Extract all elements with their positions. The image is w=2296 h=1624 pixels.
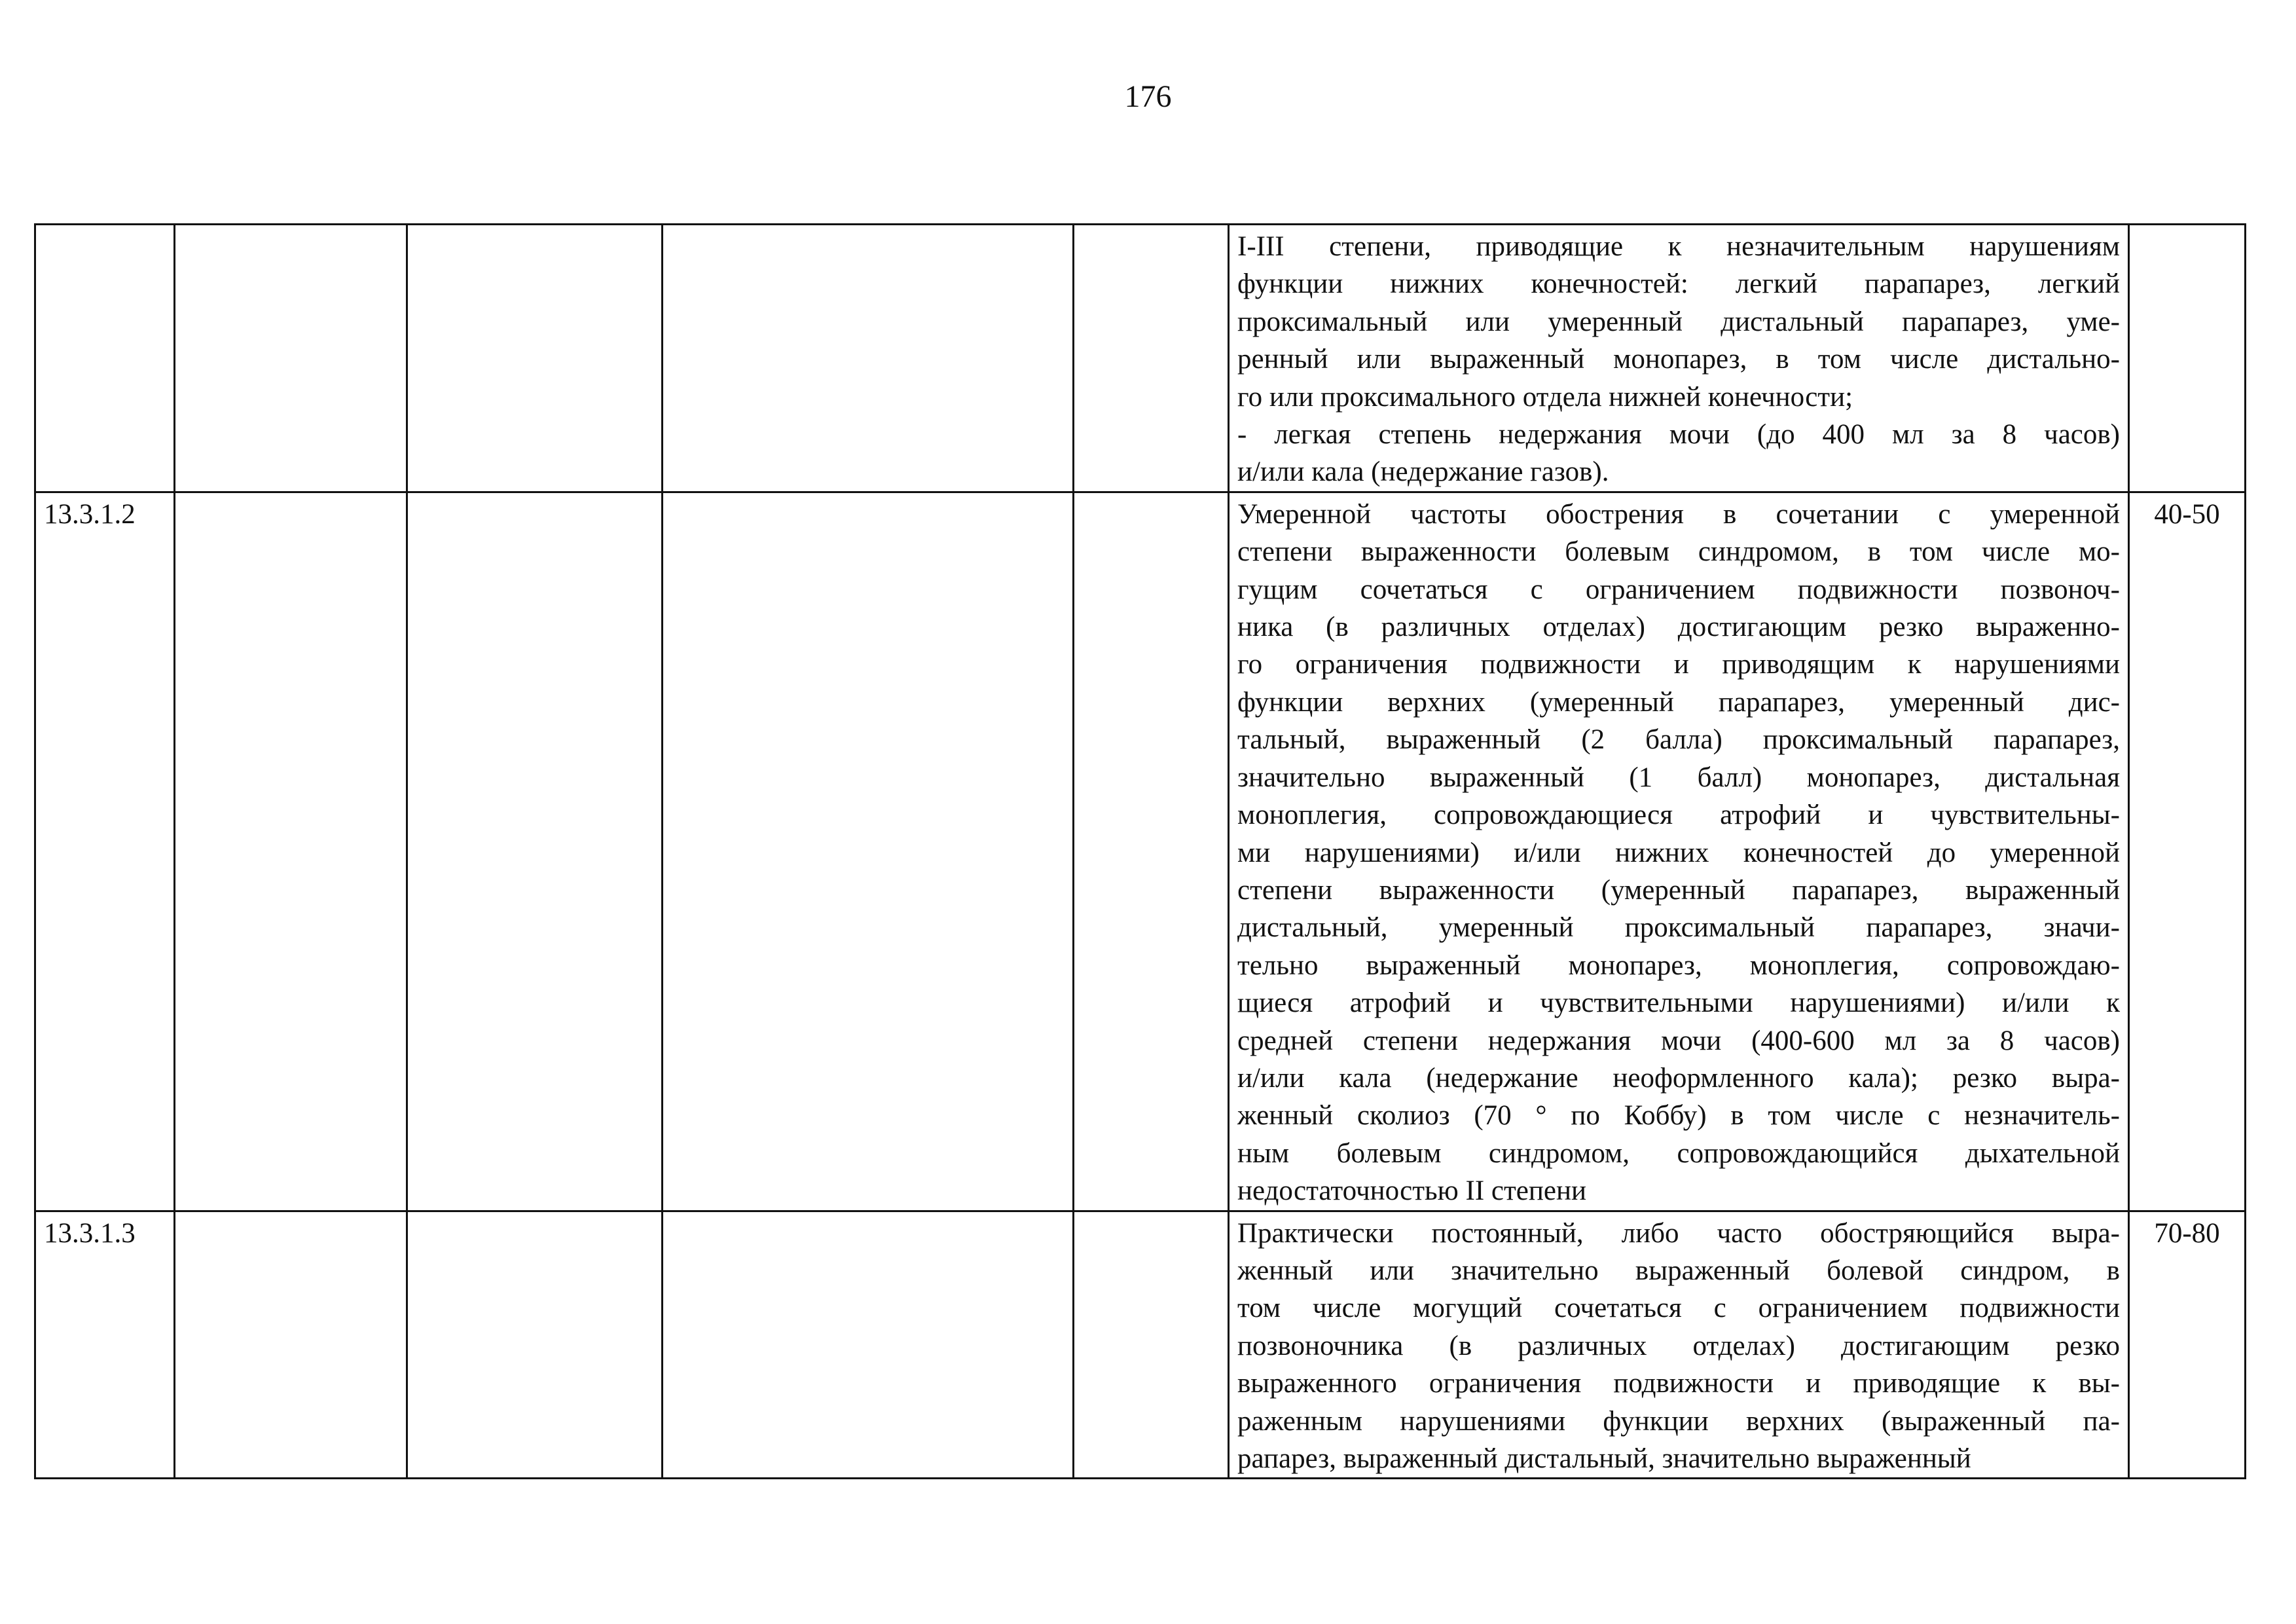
description-line: Практически постоянный, либо часто обостряющийся выра- — [1237, 1217, 2120, 1249]
criteria-table — [34, 223, 2246, 1479]
description-cell — [1229, 492, 2129, 1211]
description-line: рапарез, выраженный дистальный, значительно выраженный — [1237, 1443, 1971, 1474]
table-row — [35, 1211, 2246, 1479]
empty-cell — [175, 1211, 407, 1479]
description-line: функции верхних (умеренный парапарез, умеренный дис- — [1237, 686, 2120, 718]
description-line: женный сколиоз (70 ° по Коббу) в том числе с незначитель- — [1237, 1100, 2120, 1132]
empty-cell — [663, 225, 1074, 492]
empty-cell — [1074, 1211, 1229, 1479]
description-line: тальный, выраженный (2 балла) проксимальный парапарез, — [1237, 724, 2120, 756]
description-line: и/или кала (недержание неоформленного кала); резко выра- — [1237, 1062, 2120, 1094]
empty-cell — [407, 225, 663, 492]
description-line: го или проксимального отдела нижней конечности; — [1237, 381, 1853, 413]
description-line: степени выраженности (умеренный парапарез, выраженный — [1237, 874, 2120, 906]
description-line: Умеренной частоты обострения в сочетании с умеренной — [1237, 498, 2120, 530]
description-line: и/или кала (недержание газов). — [1237, 456, 1609, 488]
description-line: ным болевым синдромом, сопровождающийся дыхательной — [1237, 1137, 2120, 1169]
description-line: недостаточностью II степени — [1237, 1175, 1587, 1207]
empty-cell — [1074, 225, 1229, 492]
empty-cell — [407, 1211, 663, 1479]
description-line: проксимальный или умеренный дистальный парапарез, уме- — [1237, 306, 2120, 337]
description-line: ника (в различных отделах) достигающим резко выраженно- — [1237, 612, 2120, 643]
description-line: значительно выраженный (1 балл) монопарез, дистальная — [1237, 762, 2120, 793]
description-line: го ограничения подвижности и приводящим к нарушениями — [1237, 649, 2120, 680]
score-cell: 70-80 — [2129, 1211, 2246, 1479]
row-code-cell — [35, 225, 175, 492]
description-line: I-III степени, приводящие к незначительным нарушениям — [1237, 231, 2120, 262]
description-line: дистальный, умеренный проксимальный парапарез, значи- — [1237, 912, 2120, 944]
score-cell — [2129, 225, 2246, 492]
description-line: позвоночника (в различных отделах) достигающим резко — [1237, 1330, 2120, 1361]
empty-cell — [1074, 492, 1229, 1211]
description-line: женный или значительно выраженный болевой синдром, в — [1237, 1255, 2120, 1286]
description-line: выраженного ограничения подвижности и приводящие к вы- — [1237, 1368, 2120, 1399]
description-line: гущим сочетаться с ограничением подвижности позвоноч- — [1237, 574, 2120, 605]
table-row — [35, 492, 2246, 1211]
row-code-cell: 13.3.1.2 — [35, 492, 175, 1211]
description-line: функции нижних конечностей: легкий парапарез, легкий — [1237, 268, 2120, 300]
row-code-cell: 13.3.1.3 — [35, 1211, 175, 1479]
empty-cell — [663, 492, 1074, 1211]
description-line: тельно выраженный монопарез, моноплегия, сопровождаю- — [1237, 950, 2120, 981]
description-cell — [1229, 225, 2129, 492]
description-line: средней степени недержания мочи (400-600 мл за 8 часов) — [1237, 1025, 2120, 1056]
empty-cell — [407, 492, 663, 1211]
description-line: ренный или выраженный монопарез, в том числе дистально- — [1237, 344, 2120, 375]
description-line: ми нарушениями) и/или нижних конечностей до умеренной — [1237, 837, 2120, 868]
empty-cell — [663, 1211, 1074, 1479]
page-number: 176 — [1124, 79, 1172, 114]
description-line: том числе могущий сочетаться с ограничением подвижности — [1237, 1293, 2120, 1324]
description-line: степени выраженности болевым синдромом, в том числе мо- — [1237, 536, 2120, 568]
empty-cell — [175, 225, 407, 492]
description-cell — [1229, 1211, 2129, 1479]
empty-cell — [175, 492, 407, 1211]
description-line: раженным нарушениями функции верхних (выраженный па- — [1237, 1405, 2120, 1437]
score-cell: 40-50 — [2129, 492, 2246, 1211]
description-line: моноплегия, сопровождающиеся атрофий и чувствительны- — [1237, 800, 2120, 831]
table-row — [35, 225, 2246, 492]
description-line: - легкая степень недержания мочи (до 400 мл за 8 часов) — [1237, 419, 2120, 451]
description-line: щиеся атрофий и чувствительными нарушениями) и/или к — [1237, 987, 2120, 1019]
